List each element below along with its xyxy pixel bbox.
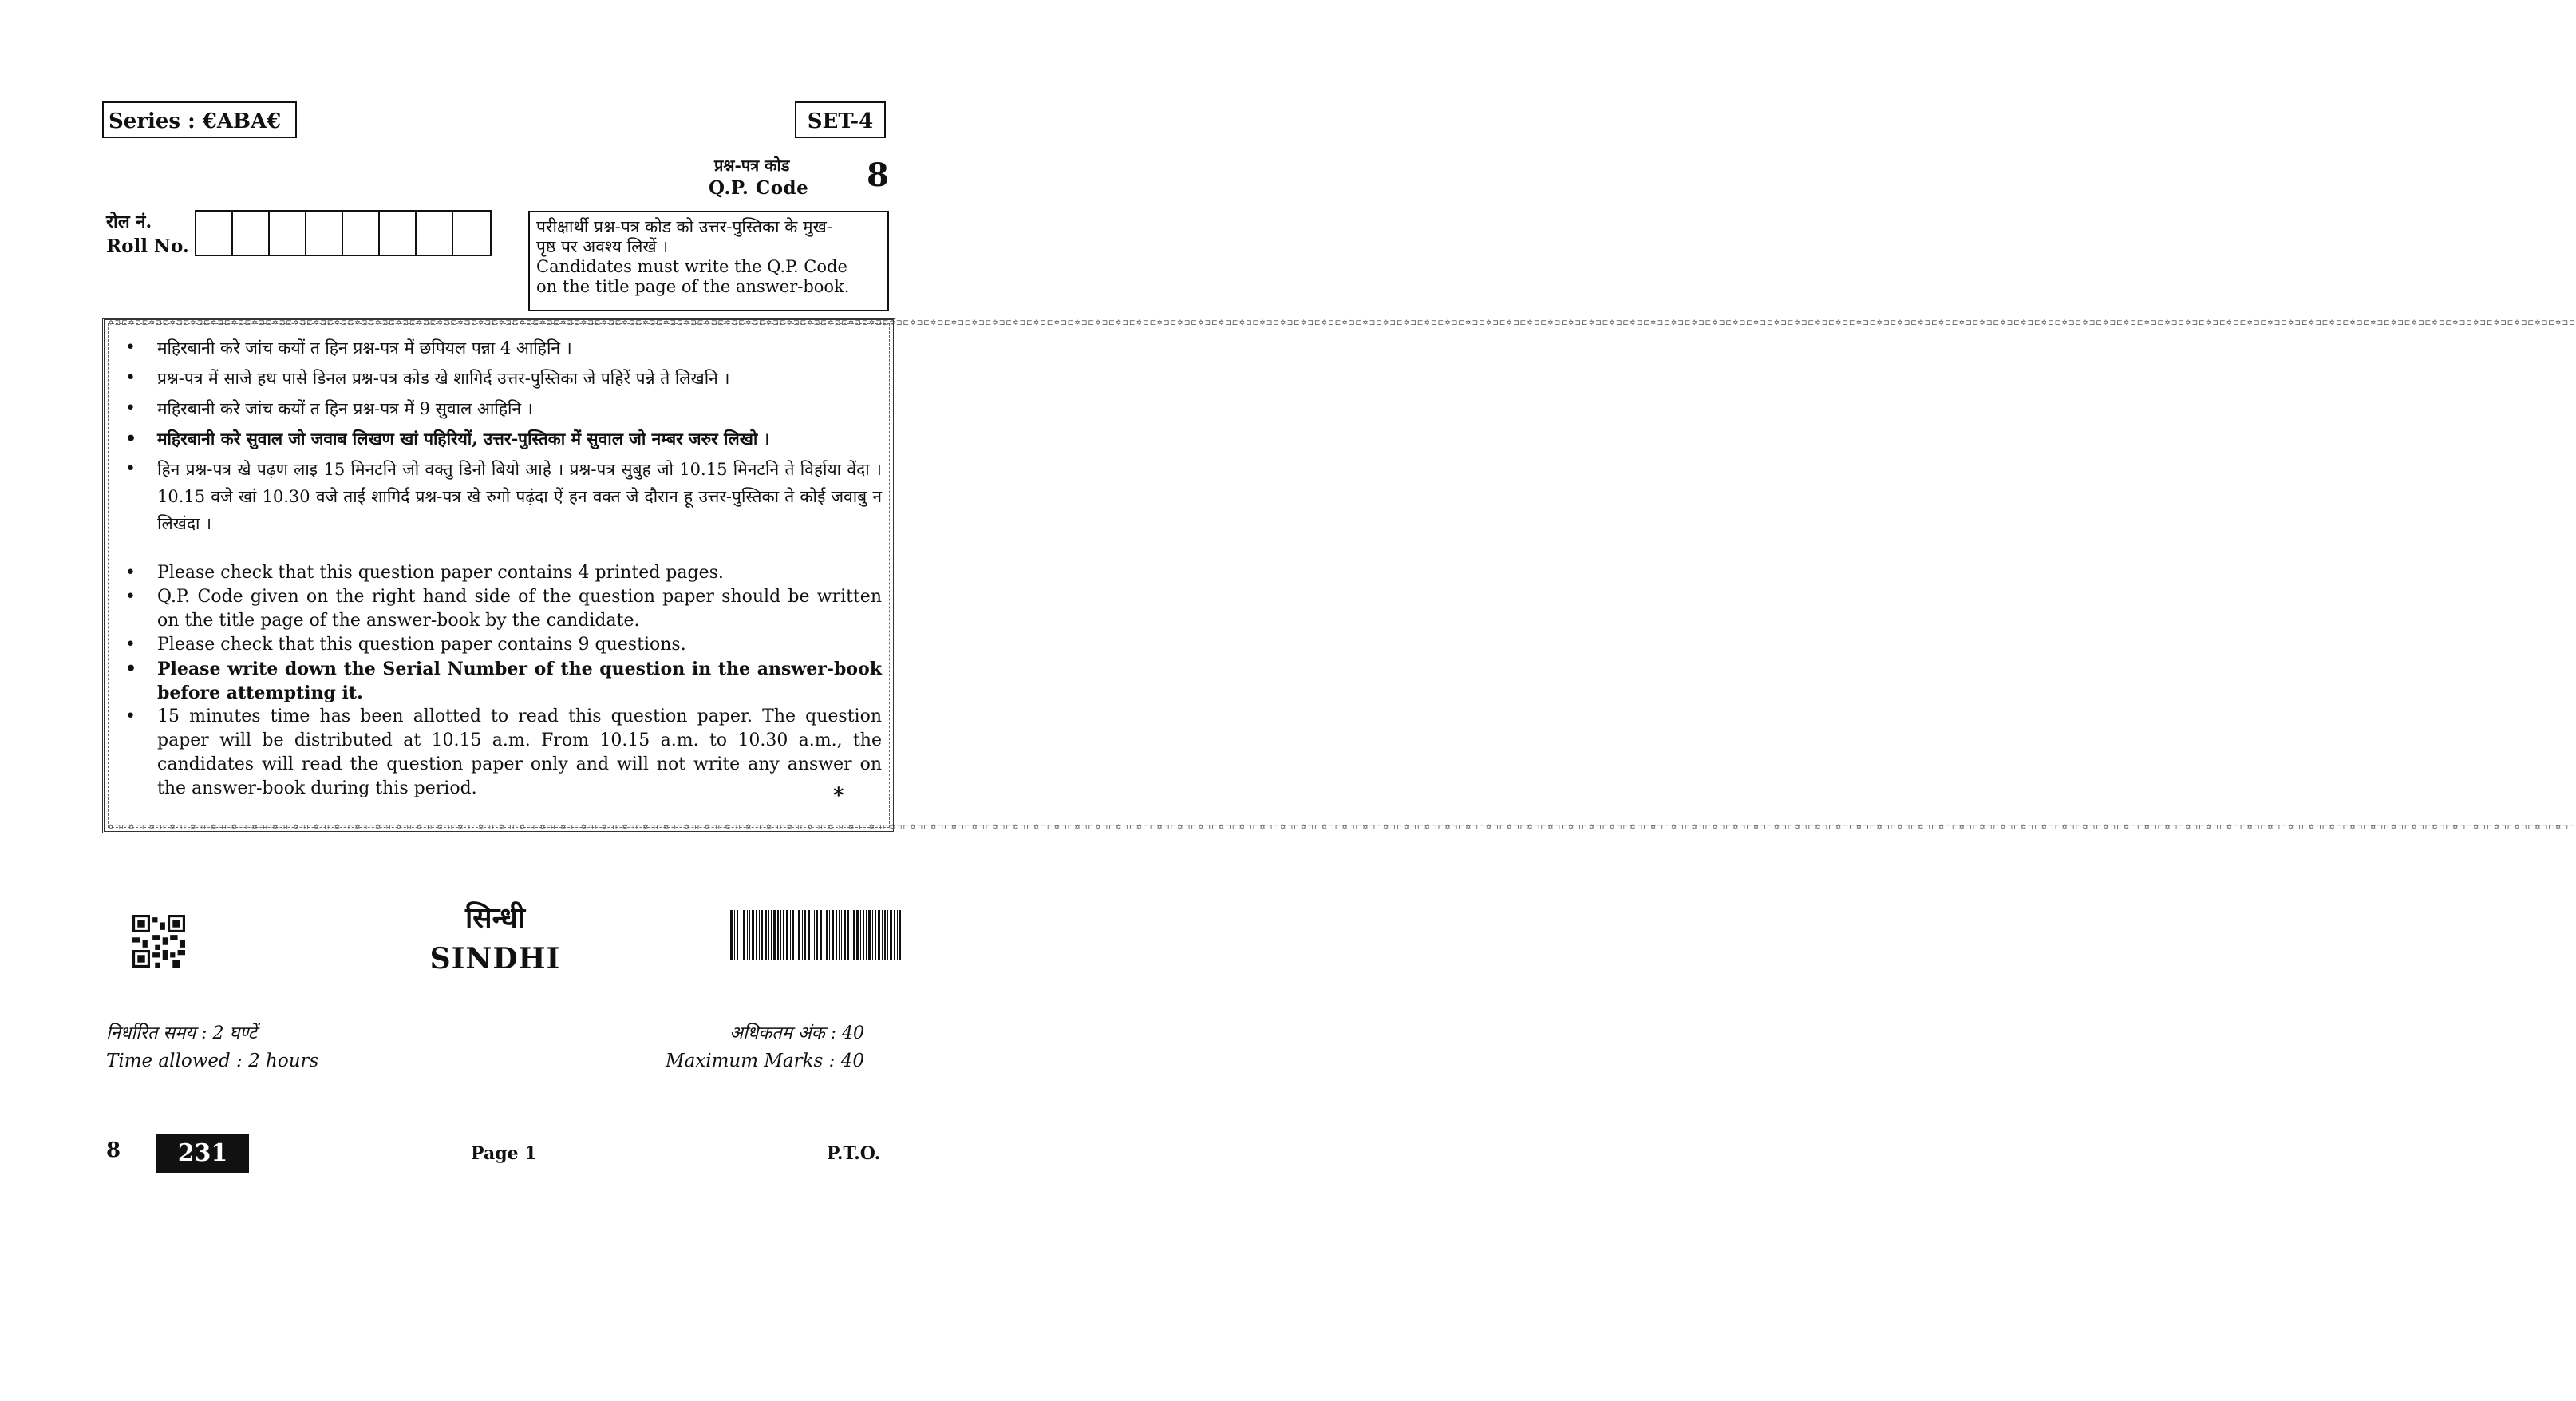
footer-set-number: 8: [106, 1138, 121, 1162]
time-allowed-hi: निर्धारित समय : 2 घण्टें: [106, 1023, 257, 1043]
instruction-item: • महिरबानी करे जांच कयों त हिन प्रश्न-पत्र में 9 सुवाल आहिनि ।: [122, 395, 882, 422]
qp-code-value: 8: [867, 156, 889, 194]
ornamental-border-bottom: ✡⊐⊏✡⊐⊏✡⊐⊏✡⊐⊏✡⊐⊏✡⊐⊏✡⊐⊏✡⊐⊏✡⊐⊏✡⊐⊏✡⊐⊏✡⊐⊏✡⊐⊏✡⊐⊏✡⊐⊏✡⊐⊏✡⊐⊏✡⊐⊏✡⊐⊏✡⊐⊏✡⊐⊏✡⊐⊏✡⊐⊏✡⊐⊏✡⊐⊏✡⊐⊏✡⊐⊏✡⊐⊏✡⊐⊏✡⊐⊏✡⊐⊏✡⊐⊏✡⊐⊏✡⊐⊏✡⊐⊏✡⊐⊏✡⊐⊏✡⊐⊏✡⊐⊏✡⊐⊏✡⊐⊏✡⊐⊏✡⊐⊏✡⊐⊏✡⊐⊏✡⊐⊏✡⊐⊏✡⊐⊏✡⊐⊏✡⊐⊏✡⊐⊏✡⊐⊏✡⊐⊏✡⊐⊏✡⊐⊏✡⊐⊏✡⊐⊏✡⊐⊏✡⊐⊏✡⊐⊏✡⊐⊏✡⊐⊏✡⊐⊏✡⊐⊏✡⊐⊏✡⊐⊏✡⊐⊏✡⊐⊏✡⊐⊏✡⊐⊏✡⊐⊏✡⊐⊏✡⊐⊏✡⊐⊏✡⊐⊏✡⊐⊏✡⊐⊏✡⊐⊏✡⊐⊏✡⊐⊏✡⊐⊏✡⊐⊏✡⊐⊏✡⊐⊏✡⊐⊏✡⊐⊏✡⊐⊏✡⊐⊏✡⊐⊏✡⊐⊏✡⊐⊏✡⊐⊏✡⊐⊏✡⊐⊏✡⊐⊏✡⊐⊏✡⊐⊏✡⊐⊏✡⊐⊏✡⊐⊏✡⊐⊏✡⊐⊏✡⊐⊏✡⊐⊏✡⊐⊏✡⊐⊏✡⊐⊏✡⊐⊏✡⊐⊏✡⊐⊏✡⊐⊏✡⊐⊏✡⊐⊏✡⊐⊏✡⊐⊏✡⊐⊏✡⊐⊏✡⊐⊏✡⊐⊏✡⊐⊏: [108, 824, 2576, 832]
bullet-icon: •: [125, 563, 136, 583]
set-label: SET-4: [795, 101, 886, 138]
candidate-note-line: पृष्ठ पर अवश्य लिखें ।: [536, 237, 669, 256]
instructions-english: [122, 561, 882, 801]
bullet-icon: •: [125, 706, 136, 726]
bullet-icon: •: [125, 429, 137, 449]
instruction-item: • Q.P. Code given on the right hand side of the question paper should be written on the title page of the answer-book by the candidate.: [125, 587, 882, 631]
subject-code-box: 231: [156, 1134, 249, 1173]
instruction-item: • Please check that this question paper contains 9 questions.: [122, 633, 882, 657]
bullet-icon: •: [125, 587, 136, 607]
instruction-item: • हिन प्रश्न-पत्र खे पढ़ण लाइ 15 मिनटनि जो वक्तु डिनो बियो आहे । प्रश्न-पत्र सुबुह जो 10.15 मिनटनि ते विर्हाया वेंदा । 10.15 वजे खां 10.30 वजे ताईं शागिर्द प्रश्न-पत्र खे रुगो पढ़ंदा ऐं हन वक्त जे दौरान हू उत्तर-पुस्तिका ते कोई जवाबु न लिखंदा ।: [122, 456, 882, 537]
page-number: Page 1: [471, 1143, 537, 1164]
series-label: Series : €ABA€: [102, 101, 297, 138]
roll-digit-box[interactable]: [453, 212, 490, 255]
roll-label-hi: रोल नं.: [106, 212, 152, 232]
instruction-item: • Please write down the Serial Number of the question in the answer-book before attempting it.: [125, 659, 882, 703]
bullet-icon: •: [125, 368, 136, 388]
max-marks-en: Maximum Marks : 40: [666, 1051, 864, 1071]
star-mark: *: [833, 784, 844, 808]
roll-digit-box[interactable]: [270, 212, 306, 255]
roll-digit-box[interactable]: [306, 212, 343, 255]
bullet-icon: •: [125, 398, 136, 418]
instruction-item: • 15 minutes time has been allotted to read this question paper. The question paper will be distributed at 10.15 a.m. From 10.15 a.m. to 10.30 a.m., the candidates will read the question paper only and will not write any answer on the answer-book during this period.: [125, 706, 882, 798]
candidate-note-line: परीक्षार्थी प्रश्न-पत्र कोड को उत्तर-पुस्तिका के मुख-: [536, 217, 832, 236]
candidate-note-line: on the title page of the answer-book.: [536, 277, 850, 296]
instruction-item: • महिरबानी करे जांच कयों त हिन प्रश्न-पत्र में छपियल पन्ना 4 आहिनि ।: [122, 334, 882, 362]
candidate-note-line: Candidates must write the Q.P. Code: [536, 257, 847, 276]
instruction-item: • महिरबानी करे सुवाल जो जवाब लिखण खां पहिरियों, उत्तर-पुस्तिका में सुवाल जो नम्बर जरुर लिखो ।: [122, 425, 882, 453]
time-allowed-en: Time allowed : 2 hours: [106, 1051, 319, 1071]
roll-digit-box[interactable]: [380, 212, 417, 255]
instruction-item: • Please check that this question paper contains 4 printed pages.: [122, 561, 882, 585]
roll-digit-box[interactable]: [417, 212, 453, 255]
ornamental-border-top: ✡⊐⊏✡⊐⊏✡⊐⊏✡⊐⊏✡⊐⊏✡⊐⊏✡⊐⊏✡⊐⊏✡⊐⊏✡⊐⊏✡⊐⊏✡⊐⊏✡⊐⊏✡⊐⊏✡⊐⊏✡⊐⊏✡⊐⊏✡⊐⊏✡⊐⊏✡⊐⊏✡⊐⊏✡⊐⊏✡⊐⊏✡⊐⊏✡⊐⊏✡⊐⊏✡⊐⊏✡⊐⊏✡⊐⊏✡⊐⊏✡⊐⊏✡⊐⊏✡⊐⊏✡⊐⊏✡⊐⊏✡⊐⊏✡⊐⊏✡⊐⊏✡⊐⊏✡⊐⊏✡⊐⊏✡⊐⊏✡⊐⊏✡⊐⊏✡⊐⊏✡⊐⊏✡⊐⊏✡⊐⊏✡⊐⊏✡⊐⊏✡⊐⊏✡⊐⊏✡⊐⊏✡⊐⊏✡⊐⊏✡⊐⊏✡⊐⊏✡⊐⊏✡⊐⊏✡⊐⊏✡⊐⊏✡⊐⊏✡⊐⊏✡⊐⊏✡⊐⊏✡⊐⊏✡⊐⊏✡⊐⊏✡⊐⊏✡⊐⊏✡⊐⊏✡⊐⊏✡⊐⊏✡⊐⊏✡⊐⊏✡⊐⊏✡⊐⊏✡⊐⊏✡⊐⊏✡⊐⊏✡⊐⊏✡⊐⊏✡⊐⊏✡⊐⊏✡⊐⊏✡⊐⊏✡⊐⊏✡⊐⊏✡⊐⊏✡⊐⊏✡⊐⊏✡⊐⊏✡⊐⊏✡⊐⊏✡⊐⊏✡⊐⊏✡⊐⊏✡⊐⊏✡⊐⊏✡⊐⊏✡⊐⊏✡⊐⊏✡⊐⊏✡⊐⊏✡⊐⊏✡⊐⊏✡⊐⊏✡⊐⊏✡⊐⊏✡⊐⊏✡⊐⊏✡⊐⊏✡⊐⊏✡⊐⊏✡⊐⊏✡⊐⊏✡⊐⊏✡⊐⊏✡⊐⊏✡⊐⊏: [108, 319, 2576, 327]
please-turn-over: P.T.O.: [827, 1143, 881, 1164]
roll-number-boxes[interactable]: [195, 210, 492, 256]
bullet-icon: •: [125, 659, 137, 679]
bullet-icon: •: [125, 338, 136, 358]
subject-title-hindi: सिन्धी: [464, 901, 526, 935]
bullet-icon: •: [125, 459, 136, 479]
instruction-item: • प्रश्न-पत्र में साजे हथ पासे डिनल प्रश्न-पत्र कोड खे शागिर्द उत्तर-पुस्तिका जे पहिरें पन्ने ते लिखनि ।: [122, 365, 882, 392]
roll-label-en: Roll No.: [106, 235, 189, 257]
roll-digit-box[interactable]: [343, 212, 380, 255]
roll-digit-box[interactable]: [233, 212, 270, 255]
max-marks-hi: अधिकतम अंक : 40: [729, 1023, 864, 1043]
instructions-hindi: [122, 334, 882, 540]
candidate-note-box: [528, 211, 889, 311]
qp-code-label-hi: प्रश्न-पत्र कोड: [714, 156, 790, 175]
bullet-icon: •: [125, 635, 136, 655]
instructions-box: [102, 318, 2576, 833]
qp-code-label-en: Q.P. Code: [709, 177, 809, 199]
subject-title-english: SINDHI: [429, 942, 561, 976]
roll-digit-box[interactable]: [196, 212, 233, 255]
